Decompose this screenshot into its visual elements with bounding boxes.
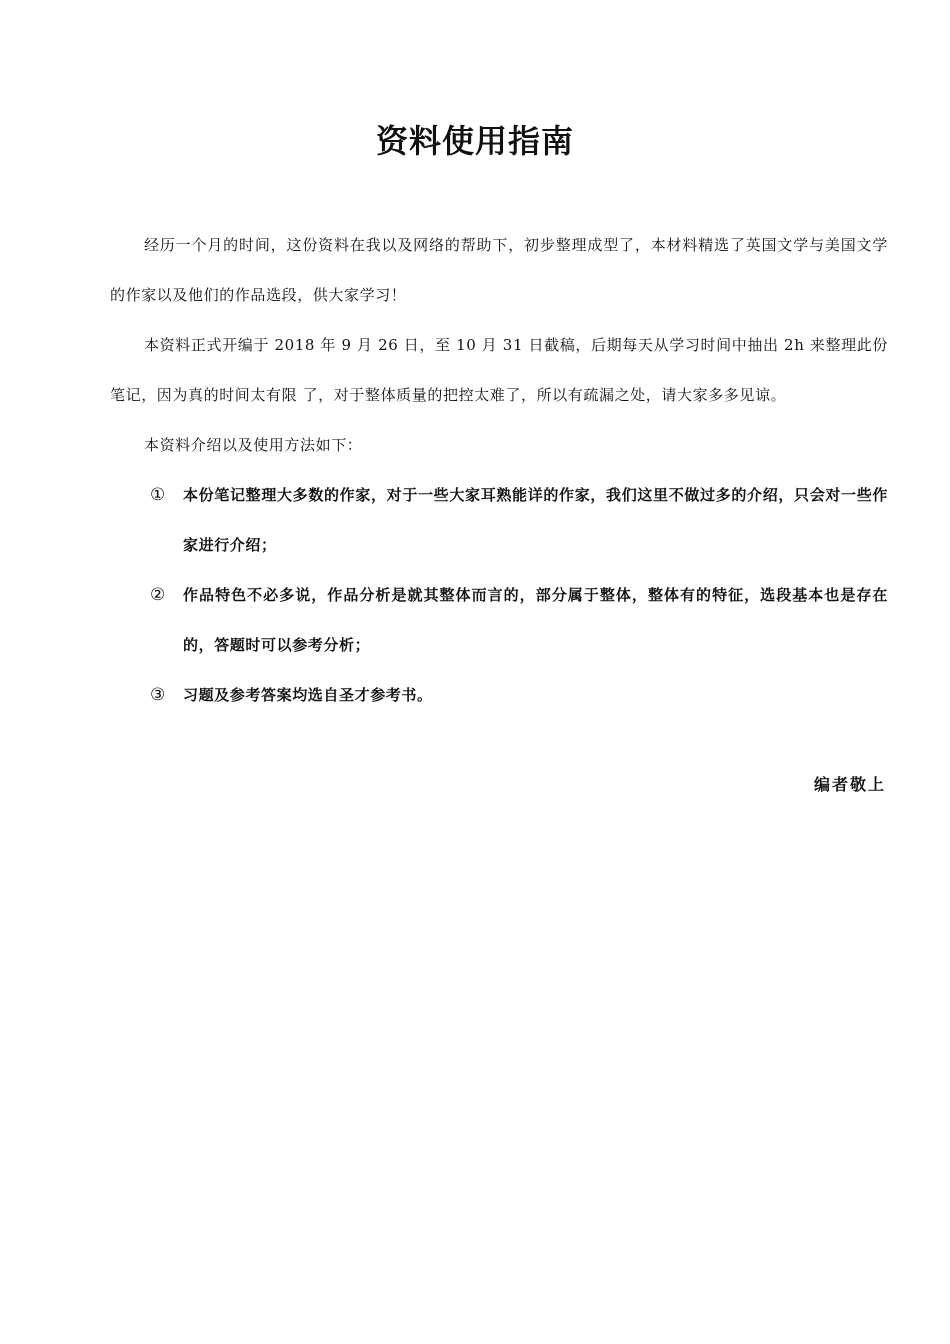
paragraph-intro: 经历一个月的时间，这份资料在我以及网络的帮助下，初步整理成型了，本材料精选了英国文学与美国文学的作家以及他们的作品选段，供大家学习！: [110, 236, 888, 304]
list-item-text: 作品特色不必多说，作品分析是就其整体而言的，部分属于整体，整体有的特征，选段基本也是存在的，答题时可以参考分析；: [183, 586, 888, 654]
paragraph-usage-heading: 本资料介绍以及使用方法如下：: [144, 436, 363, 454]
list-item: [110, 470, 888, 570]
page-title: 资料使用指南: [375, 122, 574, 160]
list-item-text: 本份笔记整理大多数的作家，对于一些大家耳熟能详的作家，我们这里不做过多的介绍，只会对一些作家进行介绍；: [183, 486, 888, 554]
list-item-text: 习题及参考答案均选自圣才参考书。: [183, 686, 433, 704]
signature: 编者敬上: [813, 775, 886, 794]
document-body: [110, 220, 888, 720]
circled-number-3: ③: [150, 685, 166, 705]
paragraph-schedule: 本资料正式开编于 2018 年 9 月 26 日，至 10 月 31 日截稿，后期每天从学习时间中抽出 2h 来整理此份笔记，因为真的时间太有限 了，对于整体质量的把控太难了，所以有疏漏之处，请大家多多见谅。: [110, 336, 888, 404]
usage-list: [110, 470, 888, 720]
circled-number-1: ①: [150, 485, 166, 505]
list-item: [110, 670, 888, 720]
circled-number-2: ②: [150, 585, 166, 605]
list-item: [110, 570, 888, 670]
